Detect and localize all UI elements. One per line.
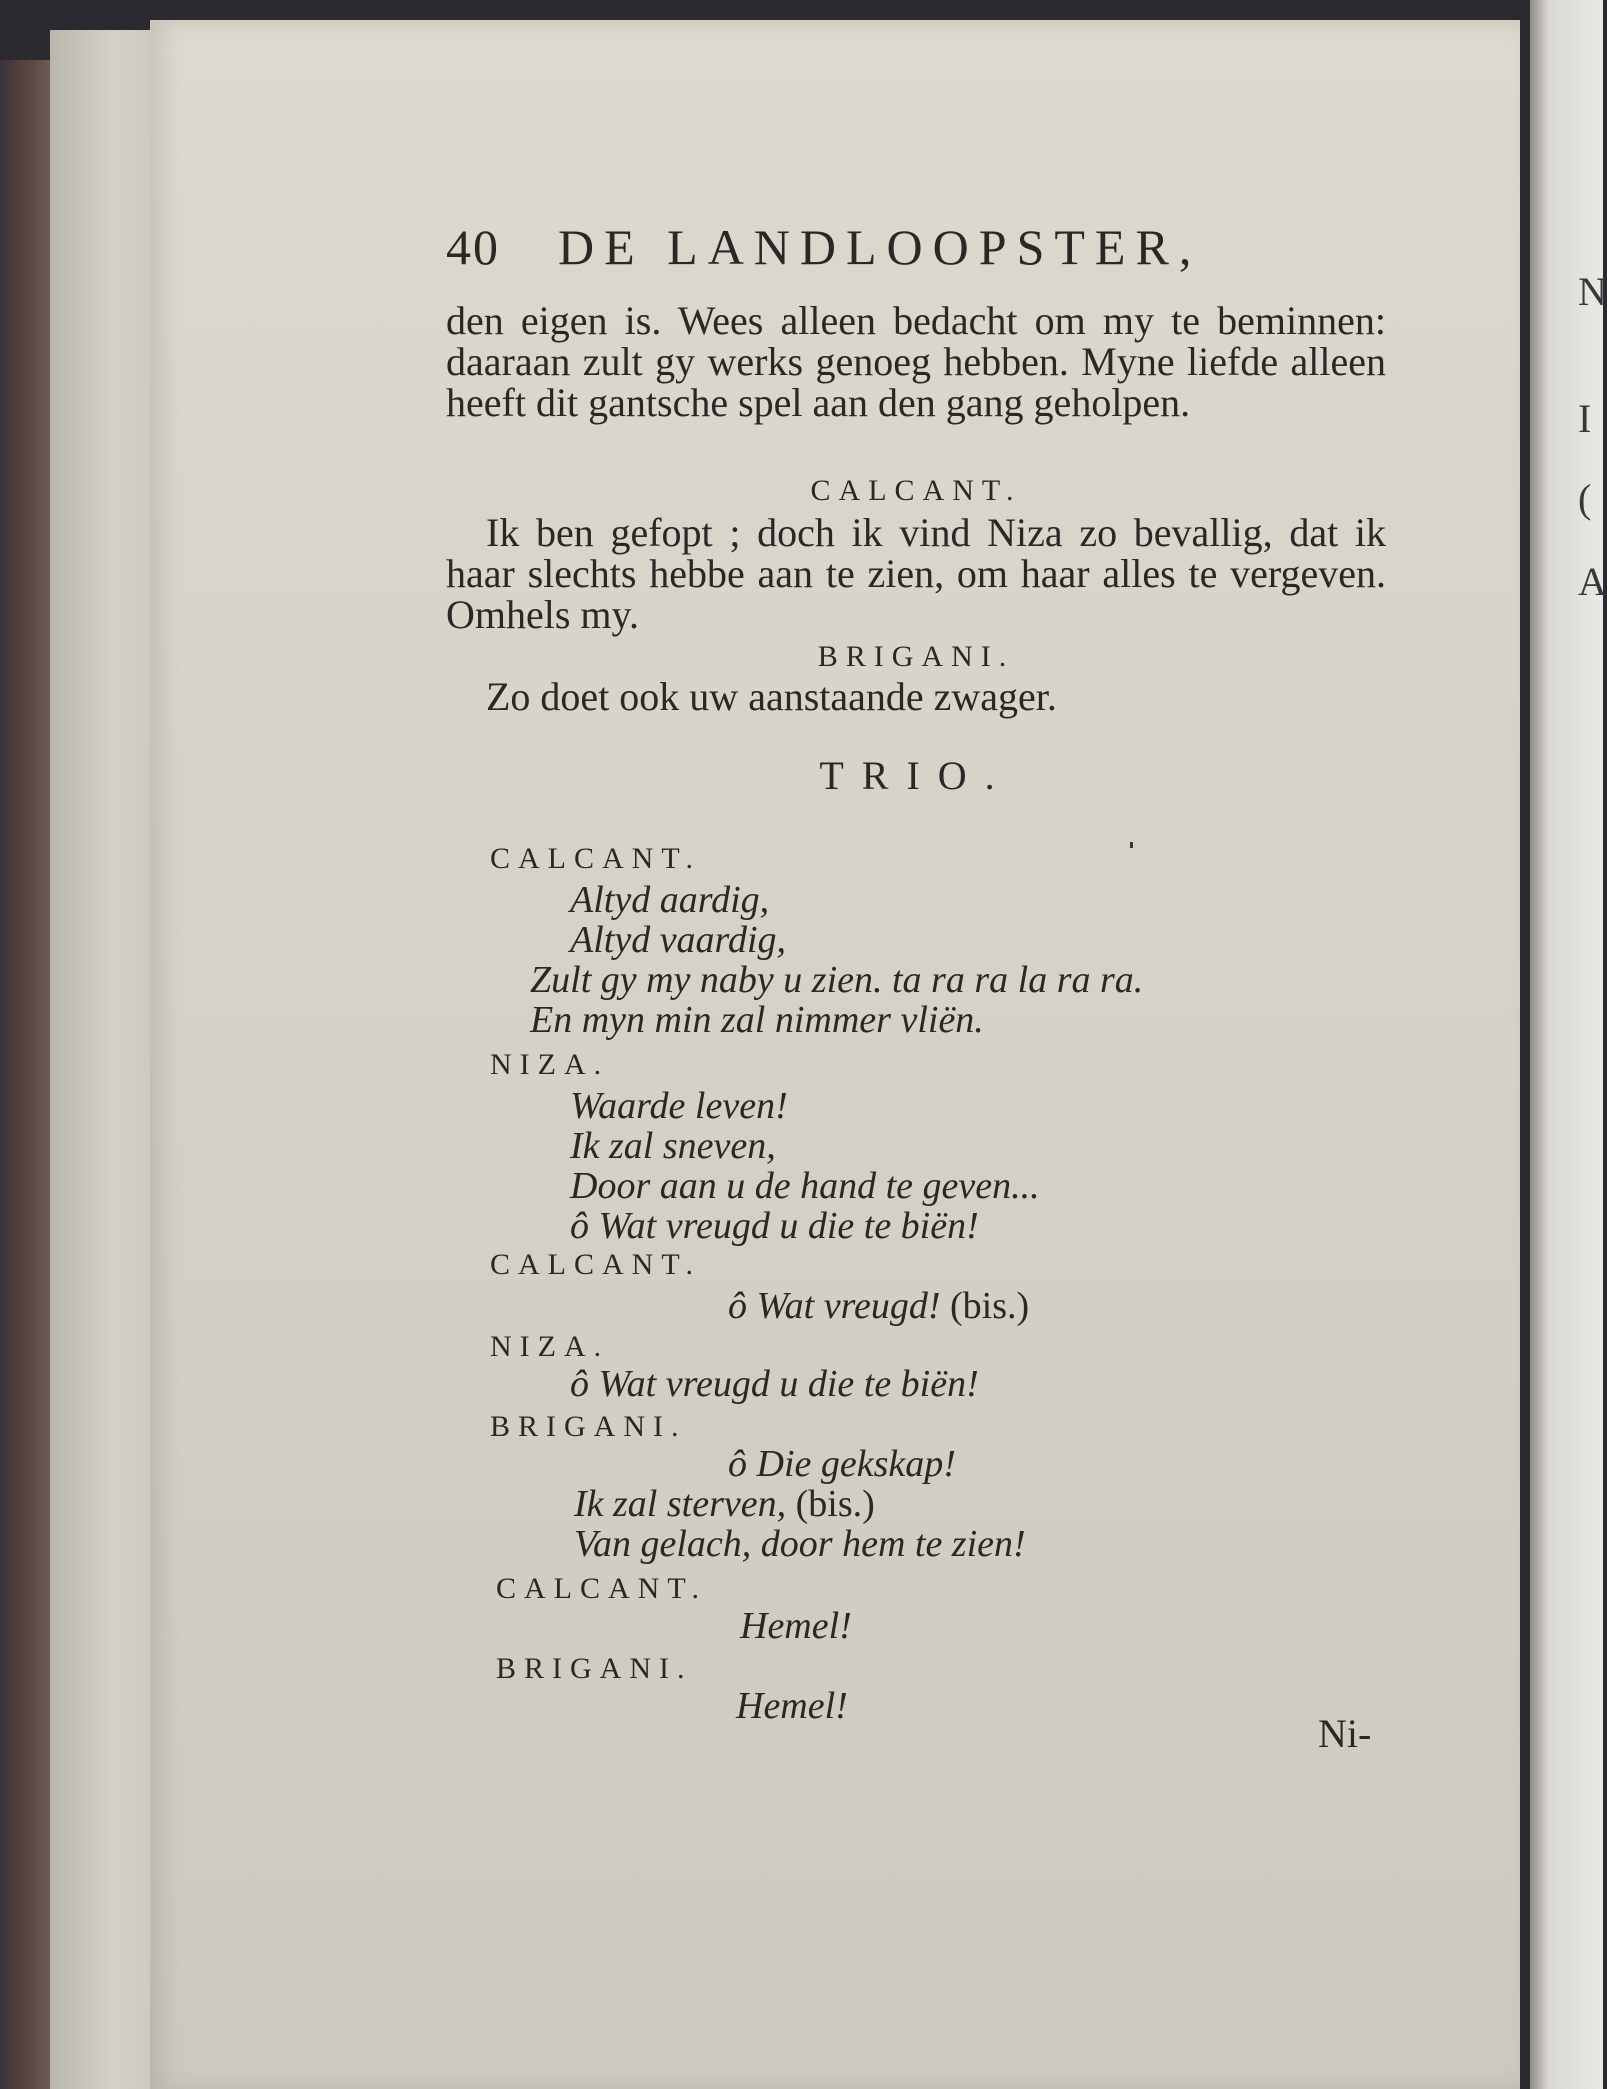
verse-line: Van gelach, door hem te zien! (574, 1523, 1026, 1565)
ink-speck (1130, 842, 1133, 848)
speaker-label: CALCANT. (810, 474, 1022, 507)
running-title: DE LANDLOOPSTER, (558, 219, 1202, 275)
prose-paragraph (446, 512, 1386, 635)
facing-page-fragment: A (1578, 559, 1607, 604)
running-header (446, 218, 1386, 276)
speaker-label: BRIGANI. (817, 640, 1015, 673)
section-heading: TRIO. (819, 753, 1013, 798)
page-number: 40 (446, 219, 500, 275)
verse-line: ô Die gekskap! (728, 1443, 956, 1485)
catchword: Ni- (1318, 1711, 1372, 1756)
speaker-label: BRIGANI. (496, 1652, 693, 1685)
speaker-label: CALCANT. (490, 1248, 701, 1281)
repeat-mark: (bis.) (795, 1483, 875, 1525)
verse-line: Door aan u de hand te geven... (570, 1165, 1040, 1207)
repeat-mark: (bis.) (950, 1285, 1030, 1327)
verse-text: ô Wat vreugd! (728, 1285, 941, 1327)
speaker-label: BRIGANI. (490, 1410, 687, 1443)
verse-line (574, 1482, 875, 1526)
facing-page-fragment: ( (1578, 476, 1592, 521)
verse-line: Zult gy my naby u zien. ta ra ra la ra ra. (530, 959, 1144, 1001)
prose-text: den eigen is. Wees alleen bedacht om my te beminnen: daaraan zult gy werks genoeg hebben. Myne liefde alleen heeft dit gantsche spel aan den gang geholpen. (446, 298, 1386, 425)
verse-line: ô Wat vreugd u die te biën! (570, 1205, 979, 1247)
verse-line: Hemel! (740, 1605, 852, 1647)
prose-paragraph (446, 676, 1386, 717)
speaker-label: NIZA. (490, 1330, 610, 1363)
facing-page-fragment: I (1578, 396, 1592, 441)
verse-line: Hemel! (736, 1685, 848, 1727)
prose-text: Ik ben gefopt ; doch ik vind Niza zo bevallig, dat ik haar slechts hebbe aan te zien, om haar alles te vergeven. Omhels my. (446, 510, 1386, 637)
verse-line: Waarde leven! (570, 1085, 788, 1127)
prose-paragraph (446, 300, 1386, 423)
facing-page (1530, 0, 1607, 2089)
speaker-label: CALCANT. (490, 842, 701, 875)
verse-line (728, 1284, 1029, 1328)
facing-page-fragment: N (1578, 269, 1607, 314)
prose-text: Zo doet ook uw aanstaande zwager. (486, 674, 1057, 719)
verse-line: ô Wat vreugd u die te biën! (570, 1363, 979, 1405)
verse-line: Altyd aardig, (570, 879, 770, 921)
speaker-label: NIZA. (490, 1048, 610, 1081)
verse-line: Ik zal sneven, (570, 1125, 776, 1167)
speaker-label: CALCANT. (496, 1572, 707, 1605)
verse-line: Altyd vaardig, (570, 919, 786, 961)
verse-text: Ik zal sterven, (574, 1483, 787, 1525)
verse-line: En myn min zal nimmer vliën. (530, 999, 984, 1041)
